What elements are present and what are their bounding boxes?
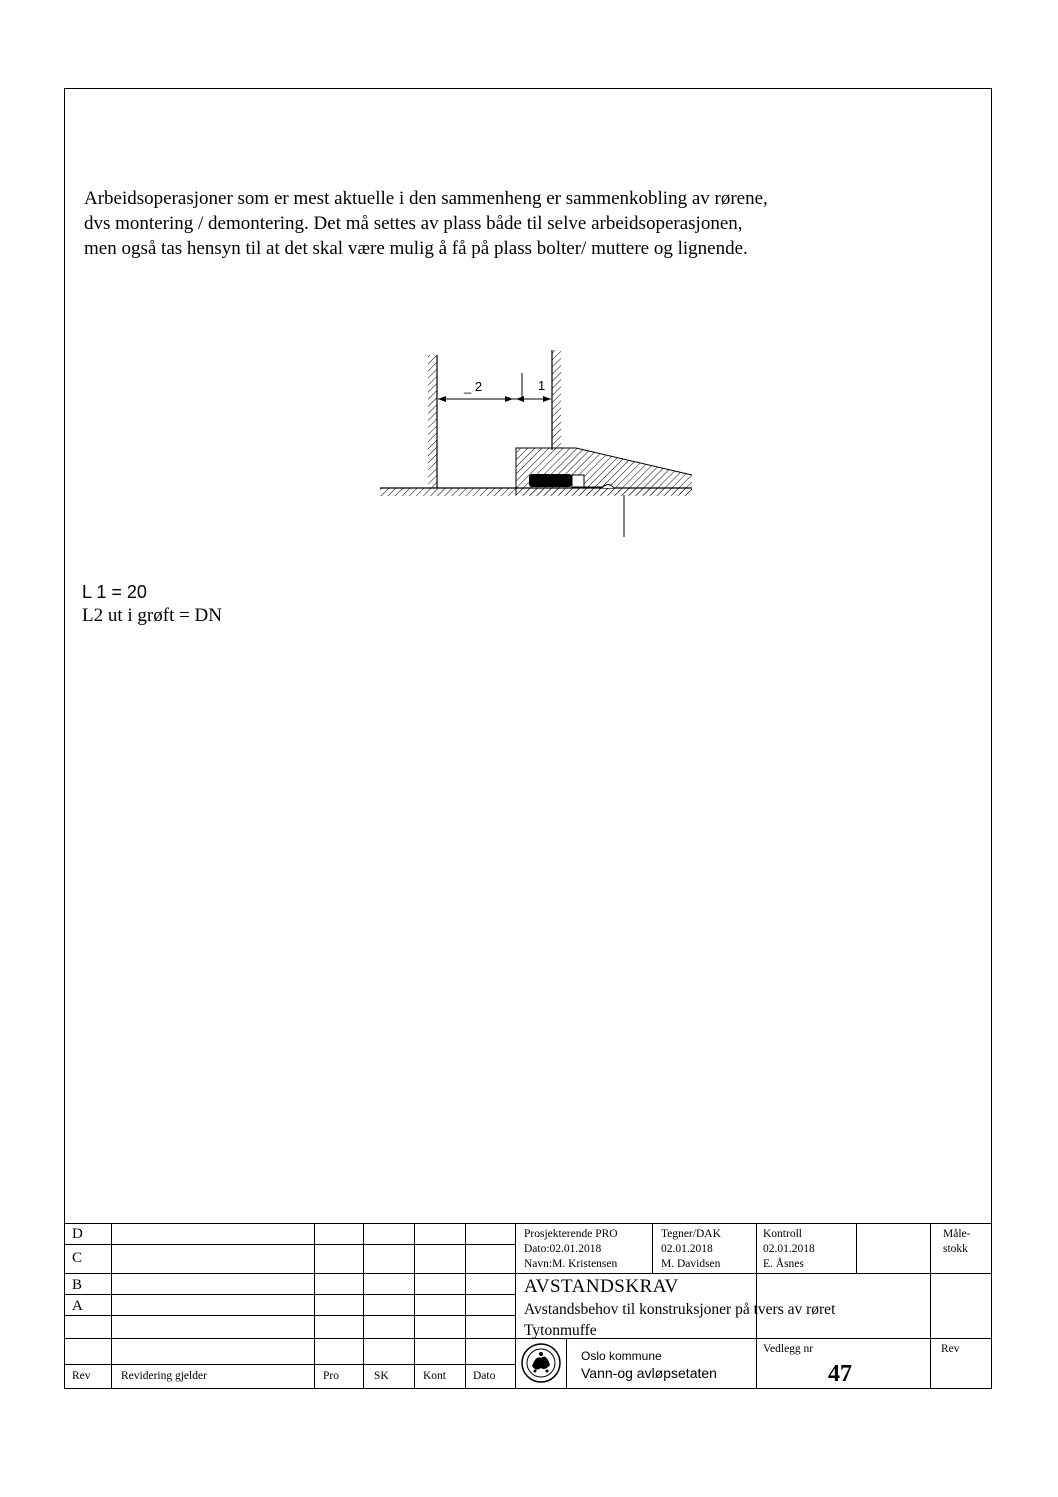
- footer-dato: Dato: [473, 1370, 496, 1382]
- rev-row-c: C: [72, 1250, 83, 1266]
- kontroll-line1: Kontroll: [763, 1228, 802, 1240]
- page-frame: [64, 88, 992, 1389]
- footer-kont: Kont: [423, 1370, 446, 1382]
- footer-sk: SK: [374, 1370, 389, 1382]
- prosjekt-line2: Dato:02.01.2018: [524, 1243, 602, 1255]
- kontroll-line2: 02.01.2018: [763, 1243, 815, 1255]
- rev-row-a: A: [72, 1298, 83, 1314]
- vedlegg-number: 47: [828, 1361, 852, 1387]
- footer-rev: Rev: [72, 1370, 91, 1382]
- label-l1: 1: [538, 378, 546, 393]
- dimension-l1: L 1 = 20: [82, 582, 147, 602]
- left-wall: [428, 355, 437, 488]
- title-block: [64, 1223, 992, 1389]
- drawing-subtitle: Avstandsbehov til konstruksjoner på tvers av røret: [524, 1301, 836, 1318]
- dimension-l2: L2 ut i grøft = DN: [82, 605, 223, 626]
- vedlegg-label: Vedlegg nr: [763, 1343, 814, 1355]
- rev-label: Rev: [941, 1343, 960, 1355]
- prosjekt-line1: Prosjekterende PRO: [524, 1228, 618, 1240]
- rev-row-d: D: [72, 1226, 83, 1242]
- organization-name: Oslo kommune: [581, 1349, 662, 1363]
- footer-pro: Pro: [323, 1370, 339, 1382]
- intro-text: [84, 186, 944, 261]
- right-wall: [552, 350, 561, 450]
- intro-line: dvs montering / demontering. Det må settes av plass både til selve arbeidsoperasjonen,: [84, 213, 743, 234]
- tegner-line2: 02.01.2018: [661, 1243, 713, 1255]
- dimension-requirements: [82, 580, 222, 628]
- tegner-line1: Tegner/DAK: [661, 1228, 721, 1240]
- gasket: [529, 474, 572, 487]
- malestokk-line2: stokk: [943, 1243, 968, 1255]
- oslo-seal-logo: [519, 1341, 563, 1385]
- kontroll-line3: E. Åsnes: [763, 1258, 804, 1270]
- drawing-title: AVSTANDSKRAV: [524, 1276, 679, 1297]
- label-l2: _ 2: [464, 379, 483, 394]
- intro-line: men også tas hensyn til at det skal være mulig å få på plass bolter/ muttere og lignende.: [84, 238, 748, 259]
- pipe-joint-drawing: [376, 345, 706, 545]
- organization-department: Vann-og avløpsetaten: [581, 1365, 717, 1381]
- intro-line: Arbeidsoperasjoner som er mest aktuelle i den sammenheng er sammenkobling av rørene,: [84, 188, 768, 209]
- footer-revidering: Revidering gjelder: [121, 1370, 207, 1382]
- malestokk-line1: Måle-: [943, 1228, 971, 1240]
- prosjekt-line3: Navn:M. Kristensen: [524, 1258, 618, 1270]
- drawing-subtitle-2: Tytonmuffe: [524, 1322, 597, 1339]
- rev-row-b: B: [72, 1277, 83, 1293]
- tegner-line3: M. Davidsen: [661, 1258, 721, 1270]
